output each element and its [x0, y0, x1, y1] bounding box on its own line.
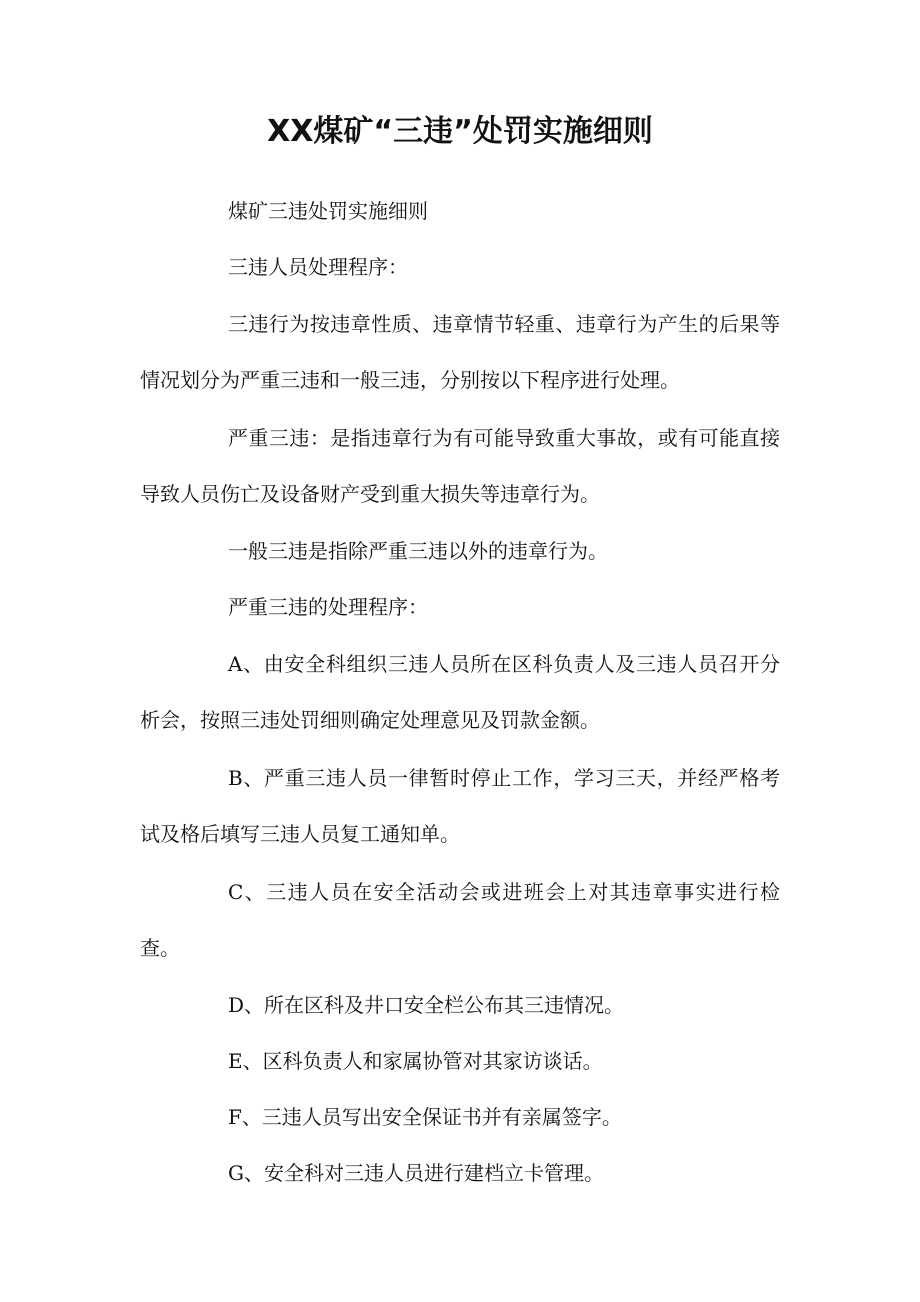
paragraph-item-e: E、区科负责人和家属协管对其家访谈话。	[228, 1049, 603, 1073]
paragraph-procedure-heading: 三违人员处理程序：	[228, 255, 408, 279]
paragraph-classification: 三违行为按违章性质、违章情节轻重、违章行为产生的后果等情况划分为严重三违和一般三违，分别按以下程序进行处理。	[140, 312, 780, 392]
paragraph-item-b: B、严重三违人员一律暂时停止工作，学习三天，并经严格考试及格后填写三违人员复工通知单。	[140, 766, 780, 846]
paragraph-subtitle: 煤矿三违处罚实施细则	[228, 199, 428, 223]
paragraph-item-c: C、三违人员在安全活动会或进班会上对其违章事实进行检查。	[140, 880, 780, 960]
paragraph-serious-procedure-heading: 严重三违的处理程序：	[228, 595, 428, 619]
paragraph-general-definition: 一般三违是指除严重三违以外的违章行为。	[228, 539, 608, 563]
paragraph-serious-definition: 严重三违：是指违章行为有可能导致重大事故，或有可能直接导致人员伤亡及设备财产受到重大损失等违章行为。	[140, 426, 780, 506]
document-body	[140, 193, 780, 1211]
paragraph-item-a: A、由安全科组织三违人员所在区科负责人及三违人员召开分析会，按照三违处罚细则确定处理意见及罚款金额。	[140, 652, 780, 732]
document-title: XX煤矿“三违”处罚实施细则	[267, 114, 653, 149]
paragraph-item-f: F、三违人员写出安全保证书并有亲属签字。	[228, 1105, 622, 1129]
paragraph-item-g: G、安全科对三违人员进行建档立卡管理。	[228, 1161, 604, 1185]
paragraph-item-d: D、所在区科及井口安全栏公布其三违情况。	[228, 993, 625, 1017]
